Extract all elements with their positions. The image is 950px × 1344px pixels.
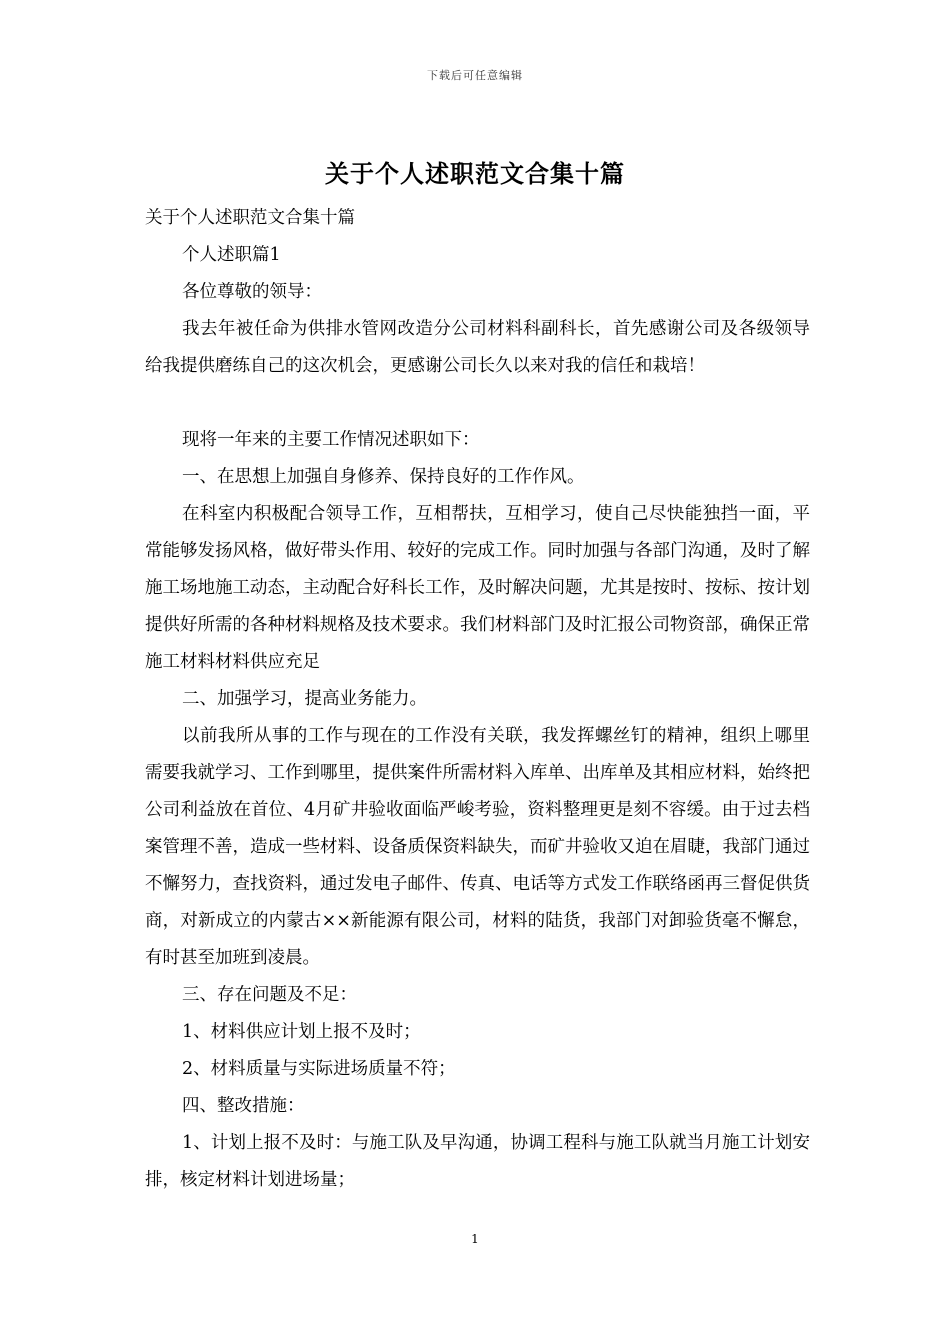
paragraph-heading: 一、在思想上加强自身修养、保持良好的工作作风。 bbox=[182, 467, 585, 487]
paragraph: 在科室内积极配合领导工作，互相帮扶，互相学习，使自己尽快能独挡一面，平常能够发扬风格，做好带头作用、较好的完成工作。同时加强与各部门沟通，及时了解施工场地施工动态，主动配合好科长工作，及时解决问题，尤其是按时、按标、按计划提供好所需的各种材料规格及技术要求。我们材料部门及时汇报公司物资部，确保正常施工材料材料供应充足 bbox=[145, 504, 810, 672]
list-item: 1、材料供应计划上报不及时； bbox=[182, 1022, 421, 1042]
section-heading: 个人述职篇1 bbox=[182, 245, 281, 265]
page-number: 1 bbox=[471, 1232, 479, 1246]
blank-line bbox=[145, 385, 810, 422]
salutation: 各位尊敬的领导： bbox=[182, 282, 322, 302]
paragraph-heading: 二、加强学习，提高业务能力。 bbox=[182, 689, 427, 709]
paragraph: 以前我所从事的工作与现在的工作没有关联，我发挥螺丝钉的精神，组织上哪里需要我就学习、工作到哪里，提供案件所需材料入库单、出库单及其相应材料，始终把公司利益放在首位、4月矿井验收面临严峻考验，资料整理更是刻不容缓。由于过去档案管理不善，造成一些材料、设备质保资料缺失，而矿井验收又迫在眉睫，我部门通过不懈努力，查找资料，通过发电子邮件、传真、电话等方式发工作联络函再三督促供货商，对新成立的内蒙古××新能源有限公司，材料的陆货，我部门对卸验货毫不懈怠，有时甚至加班到凌晨。 bbox=[145, 726, 810, 968]
subtitle-line: 关于个人述职范文合集十篇 bbox=[145, 208, 355, 228]
list-item: 2、材料质量与实际进场质量不符； bbox=[182, 1059, 456, 1079]
paragraph: 现将一年来的主要工作情况述职如下： bbox=[182, 430, 480, 450]
paragraph-heading: 三、存在问题及不足： bbox=[182, 985, 357, 1005]
header-note: 下载后可任意编辑 bbox=[427, 69, 523, 82]
paragraph: 我去年被任命为供排水管网改造分公司材料科副科长，首先感谢公司及各级领导给我提供磨练自己的这次机会，更感谢公司长久以来对我的信任和栽培！ bbox=[145, 319, 810, 376]
paragraph-heading: 四、整改措施： bbox=[182, 1096, 305, 1116]
list-item: 1、计划上报不及时：与施工队及早沟通，协调工程科与施工队就当月施工计划安排，核定材料计划进场量； bbox=[145, 1133, 810, 1190]
document-body bbox=[145, 200, 810, 1199]
document-title: 关于个人述职范文合集十篇 bbox=[325, 159, 625, 188]
